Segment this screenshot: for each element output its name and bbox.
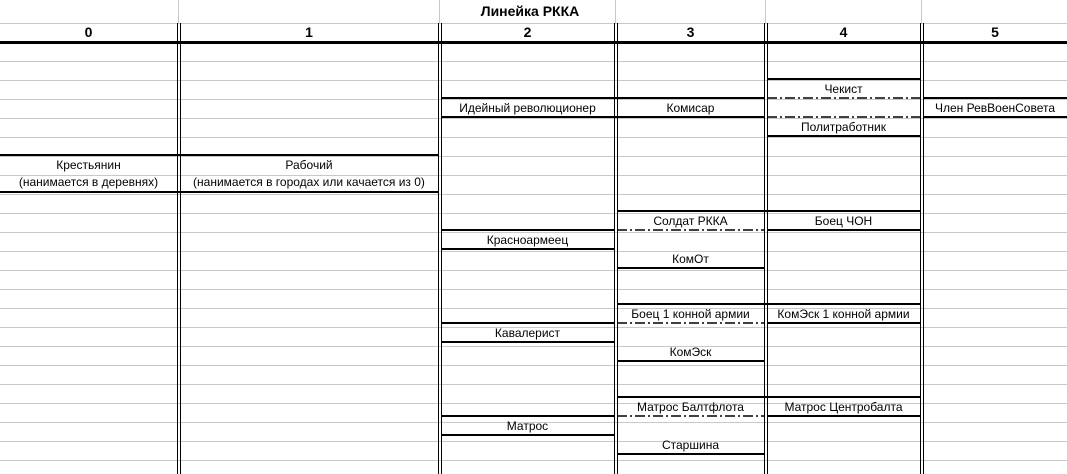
node-chlen-revvoensoveta: Член РевВоенСовета — [934, 100, 1056, 115]
node-ideyniy: Идейный революционер — [459, 100, 596, 115]
column-header-1: 1 — [305, 23, 313, 40]
column-header-4: 4 — [839, 23, 848, 40]
node-rabochiy: Рабочий (нанимается в городах или качается из 0) — [193, 158, 425, 189]
node-komesk: КомЭск — [669, 344, 712, 359]
node-krasnoarmeec: Красноармеец — [486, 232, 569, 247]
node-boec-chon: Боец ЧОН — [814, 213, 873, 228]
node-matros-baltflota: Матрос Балтфлота — [637, 399, 744, 414]
node-politrabotnik: Политработник — [801, 119, 886, 134]
column-header-0: 0 — [84, 23, 93, 40]
node-matros: Матрос — [506, 418, 549, 433]
column-header-2: 2 — [523, 23, 532, 40]
node-boec-1-konnoy: Боец 1 конной армии — [631, 306, 750, 321]
column-header-5: 5 — [991, 23, 999, 40]
node-starshina: Старшина — [661, 437, 719, 452]
node-komisar: Комисар — [666, 100, 715, 115]
sheet-title: Линейка РККА — [480, 3, 580, 19]
node-chekist: Чекист — [824, 81, 863, 96]
node-krestyanin: Крестьянин (нанимается в деревнях) — [18, 158, 159, 189]
column-header-3: 3 — [686, 23, 695, 40]
node-komot: КомОт — [672, 251, 709, 266]
node-matros-centrobalta: Матрос Центробалта — [784, 399, 903, 414]
node-komesk-1-konnoy: КомЭск 1 конной армии — [777, 306, 910, 321]
node-soldat-rkka: Солдат РККА — [653, 213, 728, 228]
node-kavalerist: Кавалерист — [494, 325, 561, 340]
